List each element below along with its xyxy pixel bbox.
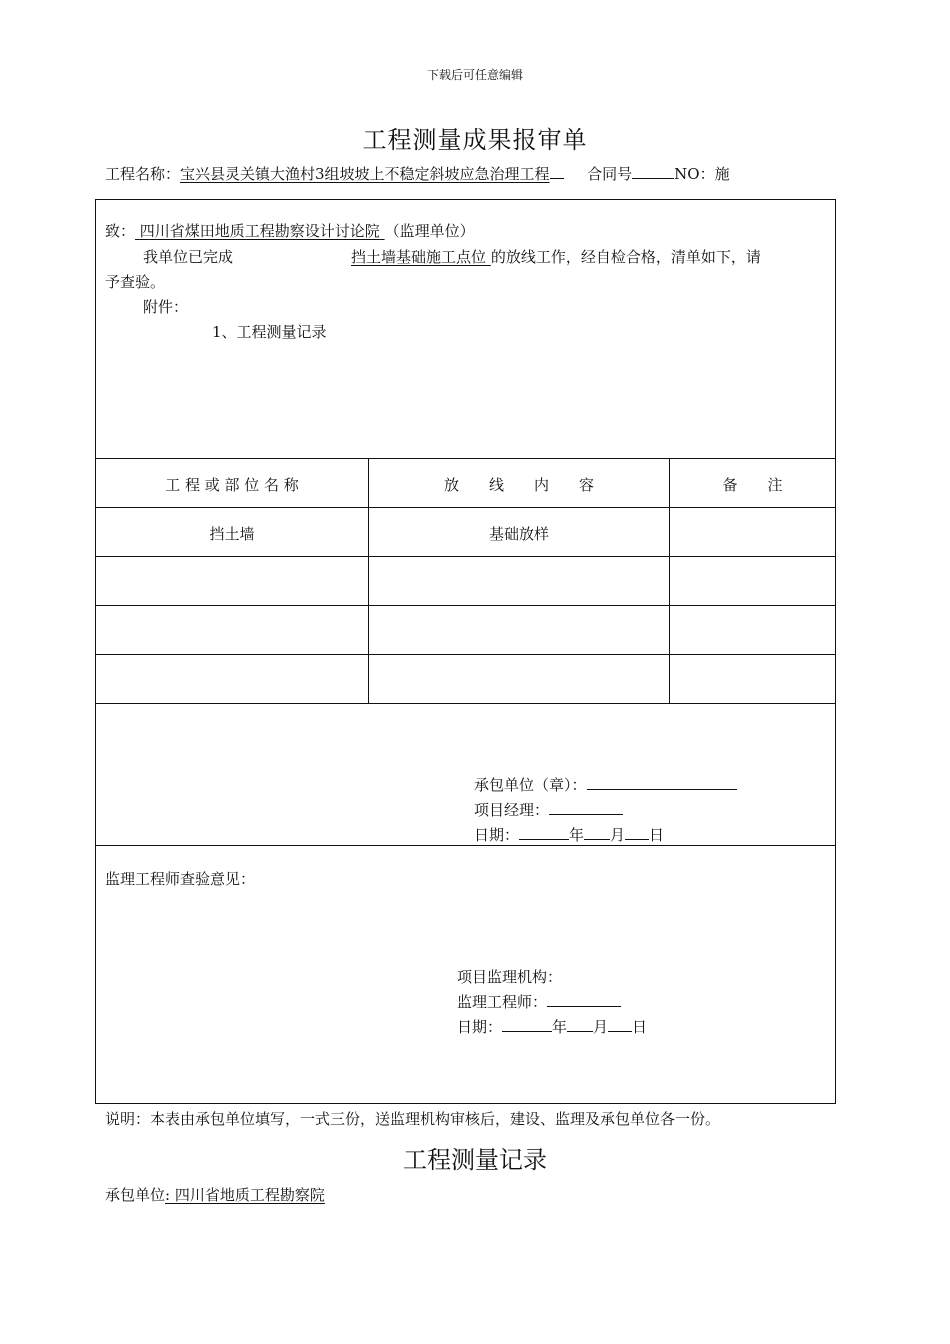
year-label: 年 [569,826,585,844]
record-contractor-label: 承包单位 [105,1186,166,1204]
table-header-remarks: 备 注 [722,476,783,494]
attachment-item: 1、工程测量记录 [212,323,327,341]
supervising-engineer-line [457,991,621,1012]
supervision-org-label: 项目监理机构： [457,968,563,986]
supervisor-date-label: 日期： [457,1018,503,1036]
page-title: 工程测量成果报审单 [362,126,588,154]
month-blank[interactable] [584,824,610,840]
table-header-rule [95,507,836,508]
month-label: 月 [593,1018,609,1036]
table-top-rule [95,458,836,459]
month-blank[interactable] [567,1016,593,1032]
supervising-engineer-blank[interactable] [547,991,621,1007]
attachments-label: 附件： [143,298,189,316]
contractor-unit-label: 承包单位（章）： [474,776,587,794]
contractor-unit-line [474,774,737,795]
statement-line [143,246,761,267]
month-label: 月 [610,826,626,844]
contract-label: 合同号 [587,165,633,183]
project-name-blank [550,163,564,179]
recipient-name: 四川省煤田地质工程勘察设计讨论院 [139,222,380,240]
table-row-rule [95,556,836,557]
footnote: 说明：本表由承包单位填写，一式三份，送监理机构审核后，建设、监理及承包单位各一份。 [105,1110,721,1128]
to-line [105,220,475,241]
table-cell: 基础放样 [488,525,549,543]
project-name-label: 工程名称： [105,165,181,183]
contractor-date-line [474,824,664,845]
supervisor-opinion-label: 监理工程师查验意见： [105,870,256,888]
project-manager-label: 项目经理： [474,801,550,819]
contract-number-blank[interactable] [632,163,674,179]
supervisor-date-line [457,1016,647,1037]
contractor-unit-blank[interactable] [587,774,737,790]
header-note: 下载后可任意编辑 [426,68,523,82]
project-manager-blank[interactable] [549,799,623,815]
project-manager-line [474,799,623,820]
record-title: 工程测量记录 [403,1146,547,1174]
section-divider [95,845,836,846]
statement-task: 挡土墙基础施工点位 [351,248,487,266]
to-label: 致： [105,222,136,240]
year-blank[interactable] [519,824,569,840]
project-name: 宝兴县灵关镇大渔村3组坡坡上不稳定斜坡应急治理工程 [180,165,550,183]
table-row-rule [95,654,836,655]
day-label: 日 [632,1018,648,1036]
table-row-rule [95,605,836,606]
table-header-part-name: 工 程 或 部 位 名 称 [165,476,299,494]
year-label: 年 [552,1018,568,1036]
table-header-content: 放 线 内 容 [443,476,594,494]
statement-prefix: 我单位已完成 [143,248,234,266]
day-label: 日 [649,826,665,844]
no-label: NO：施 [674,165,730,183]
day-blank[interactable] [625,824,649,840]
statement-line-2: 予查验。 [105,273,166,291]
contractor-date-label: 日期： [474,826,520,844]
day-blank[interactable] [608,1016,632,1032]
statement-suffix: 的放线工作，经自检合格，清单如下，请 [490,248,761,266]
table-cell: 挡土墙 [209,525,255,543]
supervising-engineer-label: 监理工程师： [457,993,548,1011]
recipient-role: （监理单位） [384,222,475,240]
record-contractor-name: : 四川省地质工程勘察院 [165,1186,325,1204]
project-line [105,163,730,184]
record-contractor-line [105,1184,325,1205]
year-blank[interactable] [502,1016,552,1032]
table-bottom-rule [95,703,836,704]
